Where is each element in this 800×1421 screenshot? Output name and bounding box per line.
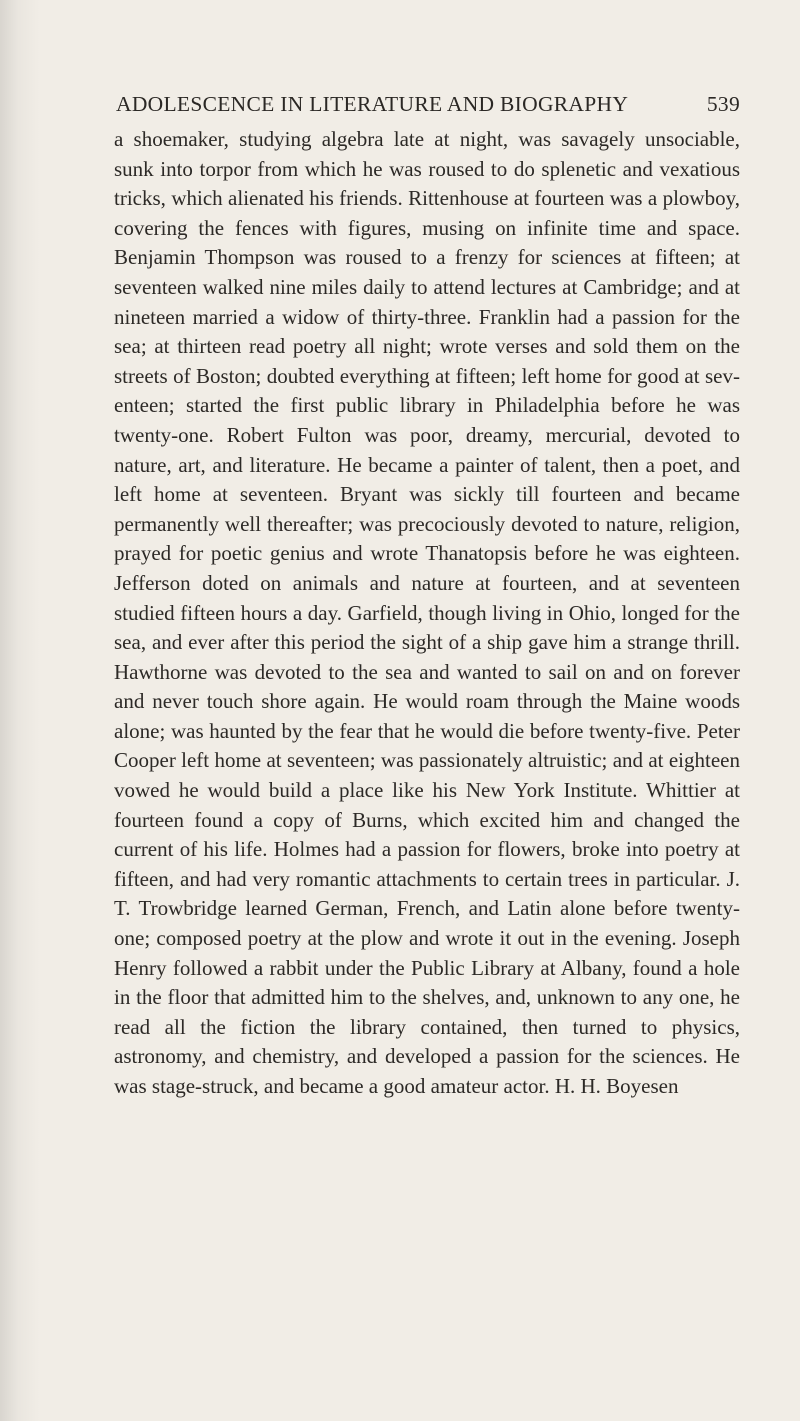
page-number: 539 [706,92,740,116]
running-head [116,92,740,122]
body-paragraph: a shoemaker, studying algebra late at night, was savagely unsociable, sunk into torpor from which he was roused to do splenetic and vexatious tricks, which alienated his friends. Rittenhouse at fourteen was a plowboy, covering the fences with figures, musing on infinite time and space. Benjamin Thompson was roused to a frenzy for sciences at fifteen; at seventeen walked nine miles daily to attend lectures at Cambridge; and at nineteen married a widow of thirty-three. Franklin had a passion for the sea; at thirteen read poetry all night; wrote verses and sold them on the streets of Boston; doubted everything at fifteen; left home for good at seventeen; started the first public library in Philadelphia before he was twenty-one. Robert Fulton was poor, dreamy, mercurial, devoted to nature, art, and literature. He became a painter of talent, then a poet, and left home at seventeen. Bryant was sickly till fourteen and became permanently well thereafter; was precociously devoted to nature, religion, prayed for poetic genius and wrote Thanatopsis before he was eighteen. Jefferson doted on animals and nature at fourteen, and at seventeen studied fifteen hours a day. Garfield, though living in Ohio, longed for the sea, and ever after this period the sight of a ship gave him a strange thrill. Hawthorne was devoted to the sea and wanted to sail on and on forever and never touch shore again. He would roam through the Maine woods alone; was haunted by the fear that he would die before twenty-five. Peter Cooper left home at seventeen; was passionately altruistic; and at eighteen vowed he would build a place like his New York Institute. Whittier at fourteen found a copy of Burns, which excited him and changed the current of his life. Holmes had a passion for flowers, broke into poetry at fifteen, and had very romantic attachments to certain trees in particular. J. T. Trowbridge learned German, French, and Latin alone before twenty-one; composed poetry at the plow and wrote it out in the evening. Joseph Henry followed a rabbit under the Public Library at Albany, found a hole in the floor that admitted him to the shelves, and, unknown to any one, he read all the fiction the library contained, then turned to physics, astronomy, and chemistry, and developed a passion for the sciences. He was stage-struck, and became a good amateur actor. H. H. Boyesen [114,127,740,1098]
running-title: ADOLESCENCE IN LITERATURE AND BIOGRAPHY [116,92,629,116]
